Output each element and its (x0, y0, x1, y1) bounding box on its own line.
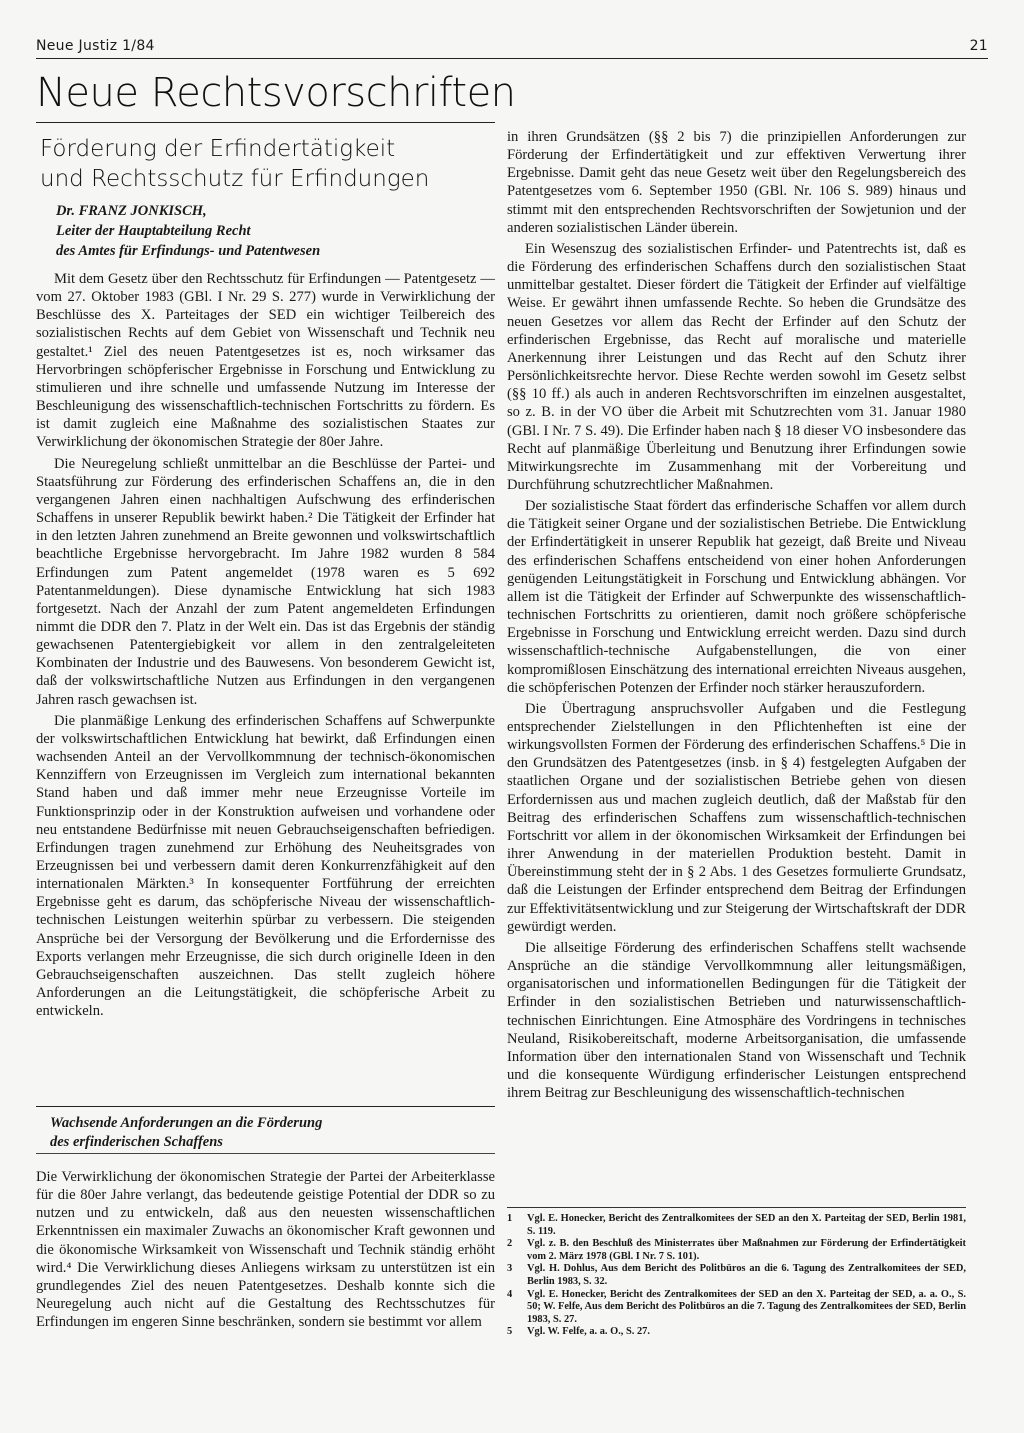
section-rule (36, 122, 495, 123)
section-title: Neue Rechtsvorschriften (36, 70, 516, 116)
footnote (507, 1289, 966, 1327)
article-title-line: und Rechtsschutz für Erfindungen (40, 166, 430, 192)
article-title (40, 134, 490, 194)
author-institution: des Amtes für Erfindungs- und Patentwesen (56, 243, 321, 259)
paragraph: Die Verwirklichung der ökonomischen Strategie der Partei der Arbeiterklasse für die 80er Jahre verlangt, das bedeutende geistige Potential der DDR so zu nutzen und zu entwickeln, daß aus den neuesten wissenschaftlichen Erkenntnissen ein maximaler Zuwachs an ökonomischer Kraft gewonnen und die ökonomische Wirksamkeit von Wissenschaft und Technik ständig erhöht wird.⁴ Die Verwirklichung dieses Anliegens wirksam zu unterstützen ist ein grundlegendes Ziel des neuen Patentgesetzes. Deshalb konnte sich die Neuregelung auch nicht auf die Gestaltung des Rechtsschutzes für Erfindungen im engeren Sinne beschränken, sondern sie bestimmt vor allem (36, 1169, 495, 1331)
left-column-body-2 (36, 1168, 495, 1331)
paragraph: Die planmäßige Lenkung des erfinderischen Schaffens auf Schwerpunkte der volkswirtschaftlichen Entwicklung hat bewirkt, daß Erfindungen einen wachsenden Anteil an der Vervollkommnung der technisch-ökonomischen Kennziffern von Erzeugnissen im Vergleich zum international bekannten Stand haben und daß immer mehr neue Erzeugnisse Vorteile im Funktionsprinzip oder in der Konstruktion aufweisen und vorhandene oder neu entstandene Bedürfnisse mit neuen Gebrauchseigenschaften befriedigen. Erfindungen tragen zunehmend zur Erhöhung des Neuheitsgrades von Erzeugnissen bei und verbessern damit deren Konkurrenzfähigkeit auf den internationalen Märkten.³ In konsequenter Fortführung der erreichten Ergebnisse geht es darum, das schöpferische Niveau der wissenschaftlich-technischen Leistungen weiterhin spürbar zu verbessern. Die steigenden Ansprüche bei der Versorgung der Bevölkerung und die Erfordernisse des Exports verlangen mehr Erzeugnisse, die sich durch originelle Ideen in den Gebrauchseigenschaften auszeichnen. Das stellt zugleich höhere Anforderungen an die Leitungstätigkeit, die schöpferische Arbeit zu entwickeln. (36, 712, 495, 1020)
page-number: 21 (969, 38, 988, 54)
footnote (507, 1213, 966, 1238)
paragraph: Mit dem Gesetz über den Rechtsschutz für Erfindungen — Patentgesetz — vom 27. Oktober 1983 (GBl. I Nr. 29 S. 277) wurde in Verwirklichung der Beschlüsse des X. Parteitages der SED ein wichtiger Teilbereich des sozialistischen Rechts auf dem Gebiet von Wissenschaft und Technik neu gestaltet.¹ Ziel des neuen Patentgesetzes ist es, noch wirksamer das Hervorbringen schöpferischer Ergebnisse in Forschung und Entwicklung zu stimulieren und ihre schnelle und umfassende Nutzung im Interesse der Beschleunigung des wissenschaftlich-technischen Fortschritts zu fördern. Es ist damit zugleich eine Maßnahme des sozialistischen Staates zur Verwirklichung der ökonomischen Strategie der 80er Jahre. (36, 271, 495, 451)
footnote-number: 5 (507, 1326, 513, 1338)
paragraph: Die allseitige Förderung des erfinderischen Schaffens stellt wachsende Ansprüche an die ständige Vervollkommnung aller leitungsmäßigen, organisatorischen und informationellen Bedingungen für die Tätigkeit der Erfinder in den sozialistischen Betrieben und naturwissenschaftlich-technischen Einrichtungen. Eine Atmosphäre des Vordringens in technisches Neuland, Risikobereitschaft, moderne Arbeitsorganisation, die umfassende Information über den internationalen Stand von Wissenschaft und Technik und die konsequente Würdigung erfinderischer Leistungen entsprechend ihrem Beitrag zur Beschleunigung des wissenschaftlich-technischen (507, 939, 966, 1102)
footnote (507, 1326, 966, 1339)
footnote-text: Vgl. H. Dohlus, Aus dem Bericht des Politbüros an die 6. Tagung des Zentralkomitees der SED, Berlin 1983, S. 32. (527, 1263, 966, 1287)
subheading-line: des erfinderischen Schaffens (50, 1134, 223, 1150)
footnote (507, 1263, 966, 1288)
footnote-text: Vgl. W. Felfe, a. a. O., S. 27. (527, 1326, 650, 1338)
author-name: Dr. FRANZ JONKISCH, (56, 203, 207, 219)
running-head (36, 38, 988, 60)
footnote-number: 4 (507, 1288, 513, 1300)
journal-issue: Neue Justiz 1/84 (36, 38, 155, 54)
paragraph: Der sozialistische Staat fördert das erfinderische Schaffen vor allem durch die Tätigkeit seiner Organe und der sozialistischen Betriebe. Die Entwicklung der Erfindertätigkeit in unserer Republik hat gezeigt, daß Breite und Niveau des erfinderischen Schaffens entscheidend von einer hohen Anforderungen genügenden Leitungstätigkeit in Forschung und Entwicklung abhängen. Vor allem ist die Tätigkeit der Erfinder auf Schwerpunkte des wissenschaftlich-technischen Fortschritts zu orientieren, damit noch größere schöpferische Ergebnisse in Forschung und Entwicklung erreicht werden. Dazu sind durch wissenschaftlich-technische Aufgabenstellungen, die von einer kompromißlosen Einschätzung des international erreichten Niveaus ausgehen, die schöpferischen Potenzen der Erfinder noch stärker herauszufordern. (507, 498, 966, 696)
footnote-number: 1 (507, 1213, 513, 1224)
footnote-text: Vgl. E. Honecker, Bericht des Zentralkomitees der SED an den X. Parteitag der SED, Berlin 1981, S. 119. (527, 1213, 966, 1237)
subheading-rule (36, 1106, 495, 1107)
paragraph: Die Neuregelung schließt unmittelbar an die Beschlüsse der Partei- und Staatsführung zur Förderung des erfinderischen Schaffens an, die in den vergangenen Jahren einen nachhaltigen Aufschwung des erfinderischen Schaffens in unserer Republik bewirkt haben.² Die Tätigkeit der Erfinder hat in den letzten Jahren zunehmend an Breite gewonnen und volkswirtschaftlich beachtliche Ergebnisse hervorgebracht. Im Jahre 1982 wurden 8 584 Erfindungen zum Patent angemeldet (1978 waren es 5 692 Patentanmeldungen). Diese dynamische Entwicklung hat sich 1983 fortgesetzt. Nach der Anzahl der zum Patent angemeldeten Erfindungen nimmt die DDR den 7. Platz in der Welt ein. Das ist das Ergebnis der ständig gewachsenen Patentergiebigkeit vor allem in den zentralgeleiteten Kombinaten der Industrie und des Bauwesens. Von besonderem Gewicht ist, daß der volkswirtschaftliche Nutzen aus Erfindungen in den vergangenen Jahren rasch gewachsen ist. (36, 455, 495, 708)
footnote-text: Vgl. E. Honecker, Bericht des Zentralkomitees der SED an den X. Parteitag der SED, a. a. O., S. 50; W. Felfe, Aus dem Bericht des Politbüros an die 7. Tagung des Zentralkomitees der SED, Berlin 1983, S. 27. (527, 1288, 966, 1325)
footnotes (507, 1213, 966, 1339)
subheading-line: Wachsende Anforderungen an die Förderung (50, 1115, 323, 1131)
author-block (56, 201, 476, 261)
paragraph: in ihren Grundsätzen (§§ 2 bis 7) die prinzipiellen Anforderungen zur Förderung der Erfindertätigkeit und zur effektiven Verwertung ihrer Ergebnisse. Damit geht das neue Gesetz weit über den Regelungsbereich des Patentgesetzes vom 6. September 1950 (GBl. Nr. 106 S. 989) hinaus und stimmt mit den entsprechenden Rechtsvorschriften der Sowjetunion und der anderen sozialistischen Länder überein. (507, 129, 966, 236)
subheading-underline (36, 1153, 495, 1154)
header-rule (36, 58, 988, 59)
footnote-text: Vgl. z. B. den Beschluß des Ministerrates über Maßnahmen zur Förderung der Erfindertätigkeit vom 2. März 1978 (GBl. I Nr. 7 S. 101). (527, 1238, 966, 1262)
author-role: Leiter der Hauptabteilung Recht (56, 223, 251, 239)
right-column-body (507, 128, 966, 1102)
footnote-number: 3 (507, 1263, 513, 1275)
footnote (507, 1238, 966, 1263)
subheading (50, 1114, 470, 1152)
paragraph: Die Übertragung anspruchsvoller Aufgaben und die Festlegung entsprechender Zielstellungen in den Pflichtenheften ist eine der wirkungsvollsten Formen der Förderung des erfinderischen Schaffens.⁵ Die in den Grundsätzen des Patentgesetzes (insb. in § 4) festgelegten Aufgaben der staatlichen Organe und der sozialistischen Betriebe gehen von diesen Erfordernissen aus und machen zugleich deutlich, daß der Maßstab für den Beitrag des erfinderischen Schaffens zum wissenschaftlich-technischen Fortschritt vor allem in der ökonomischen Wirksamkeit der Erfindungen bei ihrer Anwendung in der materiellen Produktion besteht. Damit in Übereinstimmung steht der in § 2 Abs. 1 des Gesetzes formulierte Grundsatz, daß die Leistungen der Erfinder entsprechend dem Beitrag der Erfindungen zur Effektivitätsentwicklung und zur Steigerung der Wirtschaftskraft der DDR gewürdigt werden. (507, 700, 966, 935)
footnote-number: 2 (507, 1238, 513, 1250)
article-title-line: Förderung der Erfindertätigkeit (40, 136, 396, 162)
footnote-rule (507, 1207, 966, 1208)
paragraph: Ein Wesenszug des sozialistischen Erfinder- und Patentrechts ist, daß es die Förderung des erfinderischen Schaffens durch den sozialistischen Staat unmittelbar gestaltet. Dieser fördert die Tätigkeit der Erfinder auf vielfältige Weise. Er gewährt ihnen umfassende Rechte. So heben die Grundsätze des neuen Gesetzes vor allem das Recht der Erfinder auf den Schutz der erfinderischen Ergebnisse, das Recht auf moralische und materielle Anerkennung ihrer Leistungen und das Recht auf den Schutz ihrer Persönlichkeitsrechte hervor. Diese Rechte werden sowohl im Gesetz selbst (§§ 10 ff.) als auch in anderen Rechtsvorschriften im einzelnen ausgestaltet, so z. B. in der VO über die Arbeit mit Schutzrechten vom 31. Januar 1980 (GBl. I Nr. 7 S. 49). Die Erfinder haben nach § 18 dieser VO insbesondere das Recht auf planmäßige Überleitung und Benutzung ihrer Erfindungen sowie Mitwirkungsrechte im Zusammenhang mit der Vorbereitung und Durchführung schutzrechtlicher Maßnahmen. (507, 240, 966, 493)
left-column-body (36, 270, 495, 1020)
